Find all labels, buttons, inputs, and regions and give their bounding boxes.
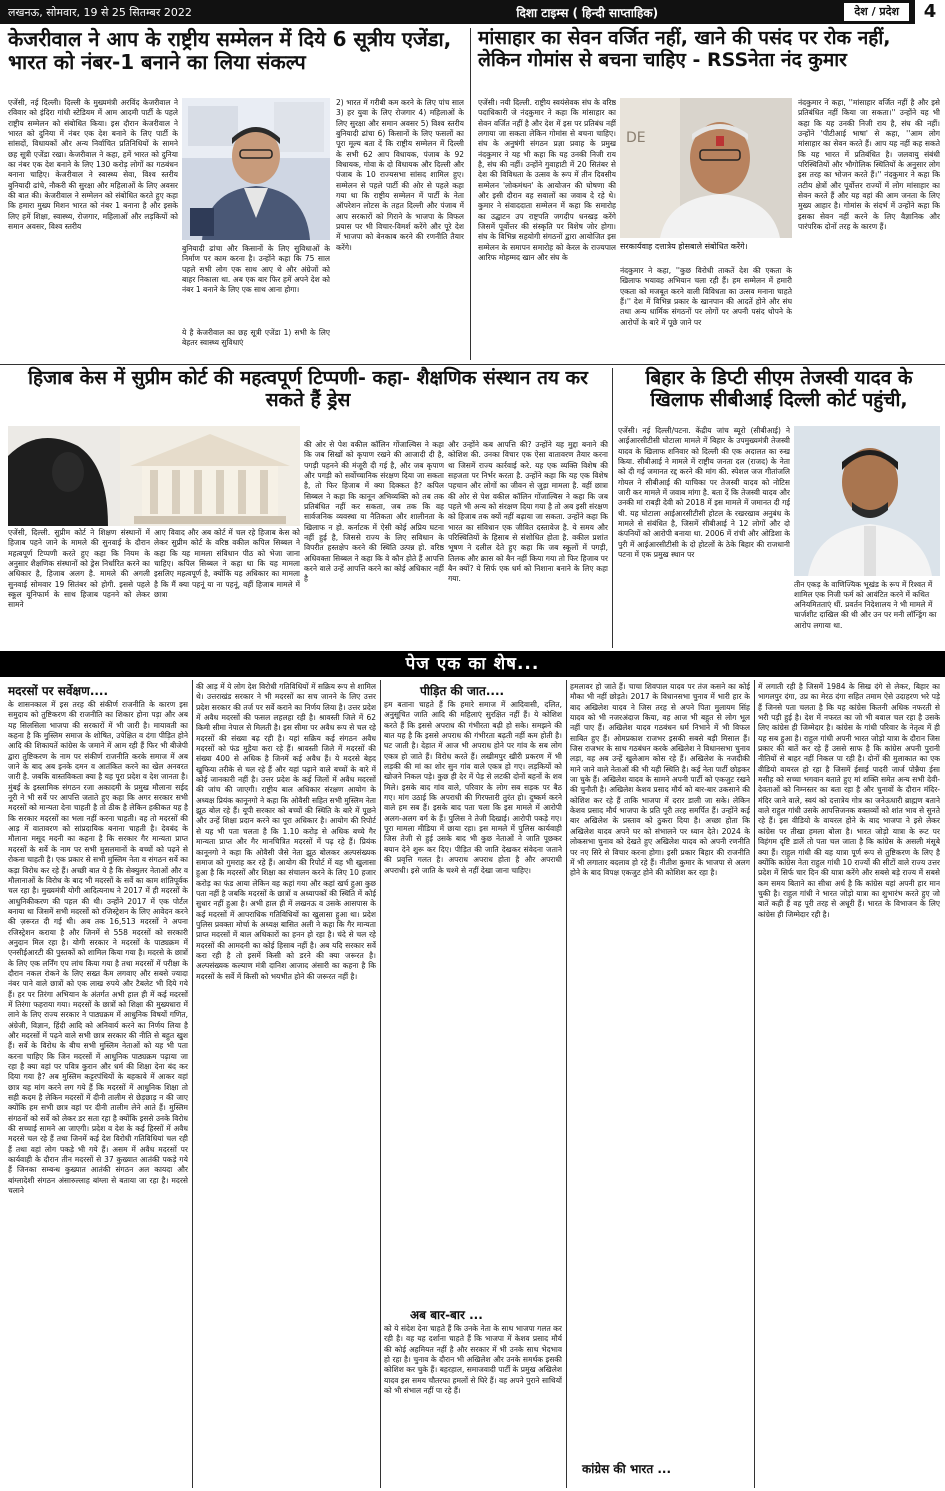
divider-mid-vertical (612, 368, 613, 648)
continuation-col3: हम बताना चाहते हैं कि हमारे समाज में आदिवासी, दलित, अनुसूचित जाति आदि की महिलाएं सुरक्षित नहीं हैं। ये कोशिश करते हैं कि इससे अपराध की गंभीरता बढ़ी हो सके। समझने की बात यह है कि इससे अपराध की गंभीरता बढ़ती नहीं कम होती है। घट जाती है। देहात में आज भी अपराध होने पर गांव के सब लोग एकत्र हो जाते हैं। विरोध करते हैं। लखीमपुर खीरी प्रकरण में भी लड़की की मां का शोर सुन गांव वाले एकत्र हो गए। लड़कियों को खोजने निकल पड़े। कुछ ही देर में पेड़ से लटकी दोनों बहनों के शव मिले। इसके बाद गांव वाले, परिवार के लोग सब सड़क पर बैठ गए। मांग उठाई कि अपराधी की गिरफ्तारी तुरंत हो। दुष्कर्म करने वाले हम सब हैं। इसके बाद पता चला कि इस मामले में आरोपी अलग-अलग वर्ग के हैं। पुलिस ने तेजी दिखाई। आरोपी पकड़े गए। पूरा मामला मीडिया में छाया रहा। इस मामले में पुलिस कार्यवाही जिस तेजी से हुई उसके बाद भी कुछ नेताओं ने जाति पूछकर बयान देने शुरू कर दिए। पीड़ित की जाति देखकर संवेदना जताने की प्रवृत्ति गलत है। अपराध अपराध होता है और अपराधी अपराधी। इसे जाति के चश्मे से नहीं देखा जाना चाहिए। (384, 700, 562, 875)
story3-col3: की ओर से पेश वकील कॉलिन गोंजाल्विस ने कहा कि जब सिखों को कृपाण रखने की आजादी दी है, पगड़ी पहनने की मंजूरी दी गई है, और जब कृपाण और पगड़ी को सर्वोच्चानिक संरक्षण दिया जा सकता है, तो फिर हिजाब में क्या दिक्कत है? कपिल सिब्बल ने कहा कि कानून अभिव्यक्ति को तब तक प्रतिबंधित नहीं कर सकता, जब तक कि वह सार्वजनिक व्यवस्था या नैतिकता और शालीनता के खिलाफ न हो. कर्नाटक में ऐसी कोई अप्रिय घटना नहीं हुई है, जिससे राज्य के लिए सविधान के विपरीत हस्तक्षेप करने की स्थिति उत्पन्न हो. वरिष्ठ अधिवक्ता सिब्बल ने कहा कि वे कौन होते हैं आपत्ति करने वाले उन्हें आपत्ति करने का कोई अधिकार नहीं है (304, 440, 444, 584)
tejashwi-photo-image (794, 426, 940, 576)
divider-c3 (566, 680, 567, 1488)
divider-c4 (754, 680, 755, 1488)
story3-col4: और उन्होंने कब आपत्ति की? उन्होंने यह मुद्दा बनाने की कोशिश की. उनका विचार एक ऐसा वातावरण तैयार करना था जिसमें राज्य कार्रवाई करे. यह एक व्यक्ति विशेष की सहजता पर निर्भर करता है. उन्होंने कहा कि यह एक विशेष पहचान और लोगों का जीवन से जुड़ा मामला है. वहीं छात्रा की ओर से पेश वकील कॉलिन गोंजाल्विस ने कहा कि जब पहले भी अन्य को संरक्षण दिया गया है तो अब इसी संरक्षण को हिजाब तक क्यों नहीं बढ़ाया जा सकता. उन्होंने कहा कि भारत का संविधान एक जीवित दस्तावेज है. ये समय और परिस्थितियों के हिसाब से संशोधित होता है. वकील प्रशांत भूषण ने दलील देते हुए कहा कि जब स्कूलों में पगड़ी, तिलक और क्रास को बैन नहीं किया गया तो फिर हिजाब पर बैन क्यों? ये सिर्फ एक धर्म को निशाना बनाने के लिए कहा गया. (448, 440, 608, 584)
masthead (0, 0, 945, 24)
story3-col1: एजेंसी, दिल्ली. सुप्रीम कोर्ट ने शिक्षण संस्थानों में हिजाब पहने जाने के मामले की सुनवाई के दौरान महत्वपूर्ण टिप्पणी करते हुए कहा कि नियम के अनुसार शैक्षणिक संस्थानों को ड्रेस निर्धारित करने का अधिकार है, हिजाब अलग है. मामले की अगली सुनवाई सोमवार 19 सितंबर को होगी. इससे पहले स्कूल यूनिफार्म के साथ हिजाब पहनने को लेकर सामने (8, 528, 150, 610)
divider-c1 (192, 680, 193, 1488)
story1-col3: 2) भारत में गरीबी कम करने के लिए पांच साल 3) हर युवा के लिए रोजगार 4) महिलाओं के लिए सुरक्षा और समान अवसर 5) विश्व स्तरीय बुनियादी ढांचा 6) किसानों के लिए फसलों का पूरा मूल्य बता दें कि राष्ट्रीय सम्मेलन में दिल्ली के सभी 62 आप विधायक, पंजाब के 92 विधायक, गोवा के दो विधायक और दिल्ली और पंजाब के 10 राज्यसभा सांसद शामिल हुए। सम्मेलन से पहले पार्टी की ओर से पहले कहा गया था कि राष्ट्रीय सम्मेलन में पार्टी के नेता ऑपरेशन लोटस के तहत दिल्ली और पंजाब में आप सरकारों को गिराने के भाजपा के विफल प्रयास पर भी विचार-विमर्श करेंगे और पूरे देश में भाजपा को बेनकाब करने की रणनीति तैयार करेंगे। (336, 98, 464, 252)
continuation-band-title: पेज एक का शेष... (405, 654, 540, 674)
divider-mid-1 (0, 364, 945, 365)
story1-col1: एजेंसी, नई दिल्ली। दिल्ली के मुख्यमंत्री अरविंद केजरीवाल ने रविवार को इंदिरा गांधी स्टेडियम में आम आदमी पार्टी के पहले राष्ट्रीय सम्मेलन को संबोधित किया। इस दौरान केजरीवाल ने भारत को दुनिया में नंबर एक देश बनाने के लिए पार्टी के सांसदों, विधायकों और अन्य निर्वाचित प्रतिनिधियों के सामने छह सूत्री एजेंडा रखा। केजरीवाल ने कहा, हमें भारत को दुनिया का नंबर एक देश बनाने के लिए 130 करोड़ लोगों का गठबंधन बनाना चाहिए। केजरीवाल ने स्वास्थ्य सेवा, विश्व स्तरीय बुनियादी ढांचे, नौकरी की सुरक्षा और महिलाओं के लिए अवसर की बात की। केजरीवाल ने सम्मेलन को संबोधित करते हुए कहा कि हमारा मुख्य मिशन भारत को नंबर 1 बनाना है और इसके लिए हमें शिक्षा, स्वास्थ्य, रोजगार, महिलाओं और लड़कियों को समान अवसर, विश्व स्तरीय (8, 98, 178, 232)
story2-col2: नंदकुमार ने कहा, ''कुछ विरोधी ताकतें देश की एकता के खिलाफ भयावह अभियान चला रही हैं। हम सम्मेलन में हमारी एकता को मजबूत करने वाली विविधता का उत्सव मनाना चाहते हैं।'' देश में विभिन्न प्रकार के खानपान की आदतें होने और संघ तथा अन्य धार्मिक संगठनों पर लोगों पर अपनी पसंद थोपने के आरोपों के बारे में पूछे जाने पर (620, 266, 792, 327)
story2-col3: नंदकुमार ने कहा, ''मांसाहार वर्जित नहीं है और इसे प्रतिबंधित नहीं किया जा सकता।'' उन्होंने यह भी कहा कि यह उनकी निजी राय है, संघ की नहीं। उन्होंने 'पीटीआई भाषा' से कहा, ''आम लोग मांसाहार का सेवन करते हैं। आप यह नहीं कह सकते कि यह भारत में प्रतिबंधित है। जलवायु संबंधी परिस्थितियों और भौगोलिक स्थितियों के अनुसार लोग इस तरह का भोजन करते हैं।'' नंदकुमार ने कहा कि तटीय क्षेत्रों और पूर्वोत्तर राज्यों में लोग मांसाहार का सेवन करते हैं और यह वहां की आम जनता के लिए मुख्य आहार है। गोमांस के संदर्भ में उन्होंने कहा कि इसका सेवन नहीं करने के लिए वैज्ञानिक और पारंपरिक दोनों तरह के कारण हैं। (798, 98, 940, 232)
section-label: देश / प्रदेश (844, 3, 909, 21)
story4-headline: बिहार के डिप्टी सीएम तेजस्वी यादव के खिलाफ सीबीआई दिल्ली कोर्ट पहुंची, (645, 367, 913, 411)
paper-name: दिशा टाइम्स ( हिन्दी साप्ताहिक) (516, 5, 659, 20)
continuation-col3b: को ये संदेश देना चाहते हैं कि उनके नेता के साथ भाजपा गलत कर रही है। वह यह दर्शाना चाहते हैं कि भाजपा में केशव प्रसाद मौर्य की कोई अहमियत नहीं है और सरकार में भी उनके साथ भेदभाव हो रहा है। चुनाव के दौरान भी अखिलेश और उनके समर्थक इसकी कोशिश कर चुके हैं। बहरहाल, समाजवादी पार्टी के प्रमुख अखिलेश यादव इस समय चौतरफा हमलों से घिरे हैं। वह अपने पुराने साथियों को भी संभाल नहीं पा रहे हैं। (384, 1324, 562, 1396)
story3-col2: आए विवाद और अब कोर्ट में चल रहे हिजाब केस को लेकर सुप्रीम कोर्ट के वरिष्ठ वकील कपिल सिब्बल ने कहा कि यह मामला संविधान पीठ को भेजा जाना चाहिए। कपिल सिब्बल ने कहा था कि यह मामला इसलिए महत्वपूर्ण है, क्योंकि यह अधिकार का मामला है कि मैं क्या पहनूं या ना पहनूं, वहीं हिजाब मामले में छात्रा (154, 528, 300, 600)
page-number: 4 (915, 0, 945, 24)
story2-col1: एजेंसी। नयी दिल्ली. राष्ट्रीय स्वयंसेवक संघ के वरिष्ठ पदाधिकारी जे नंदकुमार ने कहा कि मांसाहार का सेवन वर्जित नहीं है और देश में इस पर प्रतिबंध नहीं लगाया जा सकता लेकिन गोमांस से बचना चाहिए। संघ के अनुषंगी संगठन प्रज्ञा प्रवाह के प्रमुख नंदकुमार ने यह भी कहा कि यह उनकी निजी राय है, संघ की नहीं। उन्होंने गुवाहाटी में 20 सितंबर से देश की विविधता के उत्सव के रूप में तीन दिवसीय सम्मेलन 'लोकमंथन' के आयोजन की घोषणा की और इसी दौरान वह सवालों का जवाब दे रहे थे। कुमार ने संवाददाता सम्मेलन में कहा कि समारोह का उद्घाटन उप राष्ट्रपति जगदीप धनखड़ करेंगे जिसमें पूर्वोत्तर की संस्कृति पर विशेष जोर होगा। संघ के विभिन्न सहयोगी संगठनों द्वारा आयोजित इस सम्मेलन के समापन समारोह को केरल के राज्यपाल आरिफ मोहम्मद खान और संघ के (478, 98, 616, 263)
story1-headline: केजरीवाल ने आप के राष्ट्रीय सम्मेलन में दिये 6 सूत्रीय एजेंडा, भारत को नंबर-1 बनाने का लिया संकल्प (8, 27, 452, 74)
svg-text:DE: DE (626, 130, 646, 146)
issue-date: लखनऊ, सोमवार, 19 से 25 सितम्बर 2022 (8, 5, 192, 19)
kejriwal-photo (182, 98, 330, 240)
divider-c2 (380, 680, 381, 1488)
continuation-col2: की आड़ में ये लोग देश विरोधी गतिविधियों में सक्रिय रूप से शामिल थे। उत्तराखंड सरकार ने भी मदरसों का सच जानने के लिए उत्तर प्रदेश सरकार की तर्ज पर सर्वे कराने का निर्णय लिया है। उत्तर प्रदेश में अवैध मदरसों की फसल लहलहा रही है। श्रावस्ती जिले में 62 किमी सीमा नेपाल से मिलती है। इस सीमा पर अवैध रूप से चल रहे मदरसों की संख्या बढ़ रही है। यहां सक्रिय कई संगठन अवैध मदरसों को फंड मुहैया करा रहे हैं। श्रावस्ती जिले में मदरसों की संख्या 400 से अधिक है जिनमें कई अवैध हैं। ये मदरसे बेहद खुफिया तरीके से चल रहे हैं और यहां पढ़ाने वाले बच्चों के बारे में कोई जानकारी नहीं है। उत्तर प्रदेश के कई जिलों में अवैध मदरसों की जांच की जाएगी। राष्ट्रीय बाल अधिकार संरक्षण आयोग के अध्यक्ष प्रियंक कानूनगो ने कहा कि ओवैसी सहित सभी मुस्लिम नेता झूठ बोल रहे हैं। यूपी सरकार को बच्चों की स्थिति के बारे में पूछने और उन्हें शिक्षा प्रदान करने का पूरा अधिकार है। आयोग की रिपोर्ट से यह भी पता चलता है कि 1.10 करोड़ से अधिक बच्चे गैर मान्यता प्राप्त और गैर मानचित्रित मदरसों में पढ़ रहे हैं। प्रियंक कानूनगो ने कहा कि ओवैसी जैसे नेता झूठ बोलकर अल्पसंख्यक समाज को गुमराह कर रहे हैं। आयोग की रिपोर्ट में यह भी खुलासा हुआ है कि मदरसों और शिक्षा का संचालन करने के लिए 10 हजार करोड़ का फंड आया लेकिन वह कहां गया और कहां खर्च हुआ कुछ पता नहीं है जबकि मदरसों के छात्रों व अध्यापकों की स्थिति में कोई सुधार नहीं हुआ है। अभी हाल ही में लखनऊ व उसके आसपास के कई मदरसों में आपराधिक गतिविधियों का खुलासा हुआ था। प्रदेश पुलिस प्रवक्ता मोर्चा के अध्यक्ष बासित अली ने कहा कि गैर मान्यता प्राप्त मदरसों में बाल अधिकारों का हनन हो रहा है। चंदे से चल रहे मदरसों की आमदनी का कोई हिसाब नहीं है। अब यदि सरकार सर्वे करा रही है तो इसमें किसी को डरने की क्या जरूरत है। अल्पसंख्यक कल्याण मंत्री दानिश आजाद अंसारी का कहना है कि मदरसों के सर्वे में किसी को भयभीत होने की जरूरत नहीं है। (196, 682, 376, 981)
victim-caste-label: पीड़ित की जात.... (420, 684, 505, 698)
kejriwal-photo-image (182, 98, 330, 240)
nand-kumar-photo-image (620, 98, 792, 238)
story1-col2a: बुनियादी ढांचा और किसानों के लिए सुविधाओं के निर्माण पर काम करना है। उन्होंने कहा कि 75 साल पहले सभी लोग एक साथ आए थे और अंग्रेजों को बाहर निकाला था. अब एक बार फिर हमें अपने देश को नंबर 1 बनाने के लिए एक साथ आना होगा। (182, 244, 330, 295)
congress-bharat-label: कांग्रेस की भारत ... (582, 1462, 672, 1476)
continuation-col1: के शासनकाल में इस तरह की संकीर्ण राजनीति के कारण इस समुदाय को तुष्टिकरण की राजनीति का शिकार होना पड़ा और अब यह सिलसिला भाजपा की सरकारों में भी जारी है। मायावती का कहना है कि मुस्लिम समाज के शोषित, उपेक्षित व दंगा पीड़ित होने आदि की शिकायतें कांग्रेस के जमाने में आम रही हैं फिर भी बीजेपी द्वारा तुष्टिकरण के नाम पर संकीर्ण राजनीति करके समाज में अब जाने के बाद अब इनके दमन व आतंकित करने का खेल अनवरत जारी है. जबकि वास्तविकता क्या है यह पूरा प्रदेश व देश जानता है। मुंबई के इस्लामिक संगठन रजा अकादमी के प्रमुख मौलाना सईद नूरी ने भी सर्वे पर आपत्ति जताते हुए कहा कि अगर सरकार सभी मदरसों को मान्यता देना चाहती है तो ठीक है लेकिन हकीकत यह है कि सरकार मदरसों का भला नहीं करना चाहती। वह तो मदरसों की आड़ में वातावरण को सांप्रदायिक बनाना चाहती है। देवबंद के मौलाना मसूद मदनी का कहना है कि सरकार गैर मान्यता प्राप्त मदरसों के सर्वे के नाम पर सभी मुसलमानों के बच्चों को पढ़ने से रोकना चाहती है। एक प्रकार से सभी मुस्लिम नेता व संगठन सर्वे का कड़ा विरोध कर रहे हैं। अच्छी बात ये है कि सेक्युलर नेताओं और व मौलानाओं के विरोध के बाद भी मदरसों के सर्वे का काम शांतिपूर्वक चल रहा है। मुख्यमंत्री योगी आदित्यनाथ ने 2017 में ही मदरसों के आधुनिकीकरण की पहल की थी। उन्होंने 2017 में एक पोर्टल बनाया था जिसमें सभी मदरसों को रजिस्ट्रेशन के लिए आवेदन करने की ज़रूरत दी गई थी। अब तक 16,513 मदरसों ने अपना रजिस्ट्रेशन कराया है और जिनमें से 558 मदरसों को सरकारी अनुदान मिल रहा है। योगी सरकार ने मदरसों के पाठ्यक्रम में एनसीईआरटी की पुस्तकों को शामिल किया गया है। मदरसे के छात्रों के लिए एक लर्निंग एप लांच किया गया है तथा मदरसों में परीक्षा के दौरान नकल रोकने के लिए सख्त कैम लगवाए और सबसे ज्यादा नंबर पाने वाले छात्रों को एक लाख रुपये और टैबलेट भी दिये गये हैं। हर पर तिरंगा अभियान के अंतर्गत अभी हाल ही में कई मदरसों में तिरंगा फहराया गया। मदरसों के छात्रों को शिक्षा की मुख्यधारा में लाने के लिए राज्य सरकार ने पाठ्यक्रम में आधुनिक विषयों गणित, अंग्रेजी, विज्ञान, हिंदी आदि को अनिवार्य करने का निर्णय लिया है और मदरसों में पढ़ने वाले सभी छात्र सरकार की नीति से बहुत खुश हैं। सर्वे के विरोध के बीच सभी मुस्लिम नेताओं को यह भी पता करना चाहिए कि जिन मदरसों में आधुनिक पाठ्यक्रम पढ़ाया जा रहा है क्या वहां पर पवित्र कुरान और धर्म की शिक्षा देना बंद कर दिया गया है? अब मुस्लिम कट्टरपंथियों के बहकावे में आकर वहां छात्र यह मांग करने लग गये हैं कि मदरसों में आधुनिक शिक्षा तो सही कदम है लेकिन मदरसों में दीनी तालीम से छेड़छाड़ न की जाए क्योंकि हम सभी छात्र वहां पर दीनी तालीम लेने आते हैं। मुस्लिम संगठनों को सर्वे को लेकर डर सता रहा है क्योंकि इससे उनके विरोध की सच्चाई सामने आ जाएगी। प्रदेश व देश के कई हिस्सों में अवैध मदरसे चल रहे हैं तथा जिनमें कई देश विरोधी गतिविधियां चल रही हैं तथा वहां लोग पकड़े भी गये हैं। असम में अवैध मदरसों पर कार्यवाही के दौरान तीन मदरसों से 37 कुख्यात आतंकी पकड़े गये हैं जिनका सम्बन्ध कुख्यात आतंकी संगठन अल कायदा और बांग्लादेशी संगठन अंसारुल्लाह बांग्ला से बताया जा रहा है। मदरसे चलाने (8, 700, 188, 1196)
continuation-col4: हमलावर हो जाते हैं। चाचा शिवपाल यादव पर तंज कसने का कोई मौका भी नहीं छोड़ते। 2017 के विधानसभा चुनाव में भारी हार के बाद अखिलेश यादव ने जिस तरह से अपने पिता मुलायम सिंह यादव को भी नजरअंदाज किया, वह आज भी बहुत से लोग भूल नहीं पाए हैं। अखिलेश यादव गठबंधन धर्म निभाने में भी विफल साबित हुए हैं। ओमप्रकाश राजभर इसकी सबसे बड़ी मिसाल हैं। जिस राजभर के साथ गठबंधन करके अखिलेश ने विधानसभा चुनाव लड़ा, वह अब उन्हें खुलेआम कोस रहे हैं। अखिलेश के नजदीकी माने जाने वाले नेताओं की भी यही स्थिति है। कई नेता पार्टी छोड़कर जा चुके हैं। अखिलेश यादव के सामने अपनी पार्टी को एकजुट रखने की चुनौती है। अखिलेश केशव प्रसाद मौर्य को बार-बार उकसाने की कोशिश कर रहे हैं ताकि भाजपा में दरार डाली जा सके। लेकिन केशव प्रसाद मौर्य भाजपा के प्रति पूरी तरह समर्पित हैं। उन्होंने कई बार अखिलेश के प्रस्ताव को ठुकरा दिया है। अच्छा होता कि अखिलेश यादव अपने घर को संभालने पर ध्यान देते। 2024 के लोकसभा चुनाव को देखते हुए अखिलेश यादव को अपनी रणनीति पर नए सिरे से विचार करना होगा। इसी प्रकार बिहार की राजनीति में भी लगातार बदलाव हो रहे हैं। नीतीश कुमार के भाजपा से अलग होने के बाद विपक्ष एकजुट होने की कोशिश कर रहा है। (570, 682, 750, 878)
story4-caption: तीन एकड़ के वाणिज्यिक भूखंड के रूप में रिश्वत में शामिल एक निजी फर्म को आवंटित करने में कथित अनियमितताएं थीं. प्रवर्तन निदेशालय ने भी मामले में चार्जशीट दाखिल की थी और उन पर मनी लॉन्ड्रिंग का आरोप लगाया था. (794, 580, 937, 630)
continuation-col5: में लगाती रही है जिसमें 1984 के सिख दंगे से लेकर, बिहार का भागलपुर दंगा, उप्र का मेरठ दंगा सहित तमाम ऐसे उदाहरण भरे पड़े हैं जिनसे पता चलता है कि यह कांग्रेस कितनी अधिक नफरती से भरी पड़ी हुई है। देश में नफरत का जो भी बवाल चल रहा है उसके लिए कांग्रेस ही जिम्मेदार है। कांग्रेस के गांधी परिवार के नेतृत्व में ही यह सब हुआ है। राहुल गांधी अपनी भारत जोड़ो यात्रा के दौरान जिस प्रकार की बातें कर रहे हैं उससे साफ है कि कांग्रेस अपनी पुरानी नीतियों से बाहर नहीं निकल पा रही है। दोनों की मुलाकात का एक वीडियो वायरल हो रहा है जिसमें ईसाई पादरी जार्ज पोन्नैया ईसा मसीह को सच्चा भगवान बताते हुए मां शक्ति समेत अन्य सभी देवी-देवताओं को निम्नस्तर का बता रहा है और चुनावों के दौरान मंदिर-मंदिर जाने वाले, स्वयं को दत्तात्रेय गोत्र का जनेऊधारी ब्राह्मण बताने वाले राहुल गांधी उसके आपत्तिजनक वक्तव्यों को शांत भाव से सुनते रहे हैं। इस वीडियो के वायरल होने के बाद भाजपा ने इसे लेकर कांग्रेस पर तीखा हमला बोला है। भारत जोड़ो यात्रा के रूट पर विहंगम दृष्टि डालें तो पता चल जाता है कि कांग्रेस के असली मंसूबे क्या हैं। राहुल गांधी की यह यात्रा पूर्ण रूप से तुष्टिकरण के लिए है क्योंकि कांग्रेस नेता राहुल गांधी 10 राज्यों की सीटों वाले राज्य उत्तर प्रदेश में सिर्फ चार दिन की यात्रा करेंगे और सबसे बड़े राज्य में सबसे कम समय बिताने का सीधा अर्थ है कि कांग्रेस यहां अपनी हार मान चुकी है। राहुल गांधी ने भारत जोड़ो यात्रा का शुभारंभ करते हुए जो बातें कही हैं वह पूरी तरह से अधूरी हैं। भारत के विभाजन के लिए कांग्रेस ही जिम्मेदार रही है। (758, 682, 940, 919)
story4-col1: एजेंसी। नई दिल्ली/पटना. केंद्रीय जांच ब्यूरो (सीबीआई) ने आईआरसीटीसी घोटाला मामले में बिहार के उपमुख्यमंत्री तेजस्वी यादव के खिलाफ शनिवार को दिल्ली की एक अदालत का रुख किया. सीबीआई ने मामले में राष्ट्रीय जनता दल (राजद) के नेता को दी गई जमानत रद्द करने की मांग की. स्पेशल जज गीतांजलि गोयल ने सीबीआई की याचिका पर तेजस्वी यादव को नोटिस जारी कर मामले में जवाब मांगा है. बता दें कि तेजस्वी यादव और उनकी मां राबड़ी देवी को 2018 में इस मामले में जमानत दी गई थी. यह घोटाला आईआरसीटीसी होटल के रखरखाव अनुबंध के मामले से संबंधित है, जिसमें सीबीआई ने 12 लोगों और दो कंपनियों को आरोपी बनाया था. 2006 में रांची और ओडिशा के पुरी में आईआरसीटीसी के दो होटलों के ठेके बिहार की राजधानी पटना में एक प्रमुख स्थान पर (618, 426, 790, 560)
story1-col2b: ये है केजरीवाल का छह सूत्री एजेंडा 1) सभी के लिए बेहतर स्वास्थ्य सुविधाएं (182, 328, 330, 348)
story2-headline: मांसाहार का सेवन वर्जित नहीं, खाने की पसंद पर रोक नहीं, लेकिन गोमांस से बचना चाहिए - RSSनेता नंद कुमार (478, 27, 891, 71)
ab-baar-baar-label: अब बार-बार ... (410, 1308, 483, 1322)
hijab-photo (8, 426, 300, 526)
story2-caption: सरकार्यवाह दत्तात्रेय होसबाले संबोधित करेंगे। (620, 242, 748, 251)
nand-kumar-photo (620, 98, 792, 238)
madrasa-survey-label: मदरसों पर सर्वेक्षण.... (8, 684, 109, 698)
story3-headline: हिजाब केस में सुप्रीम कोर्ट की महत्वपूर्ण टिप्पणी- कहा- शैक्षणिक संस्थान तय कर सकते हैं ड्रेस (28, 367, 588, 411)
divider-top (470, 28, 471, 360)
tejashwi-photo (794, 426, 940, 576)
hijab-photo-image (8, 426, 300, 526)
